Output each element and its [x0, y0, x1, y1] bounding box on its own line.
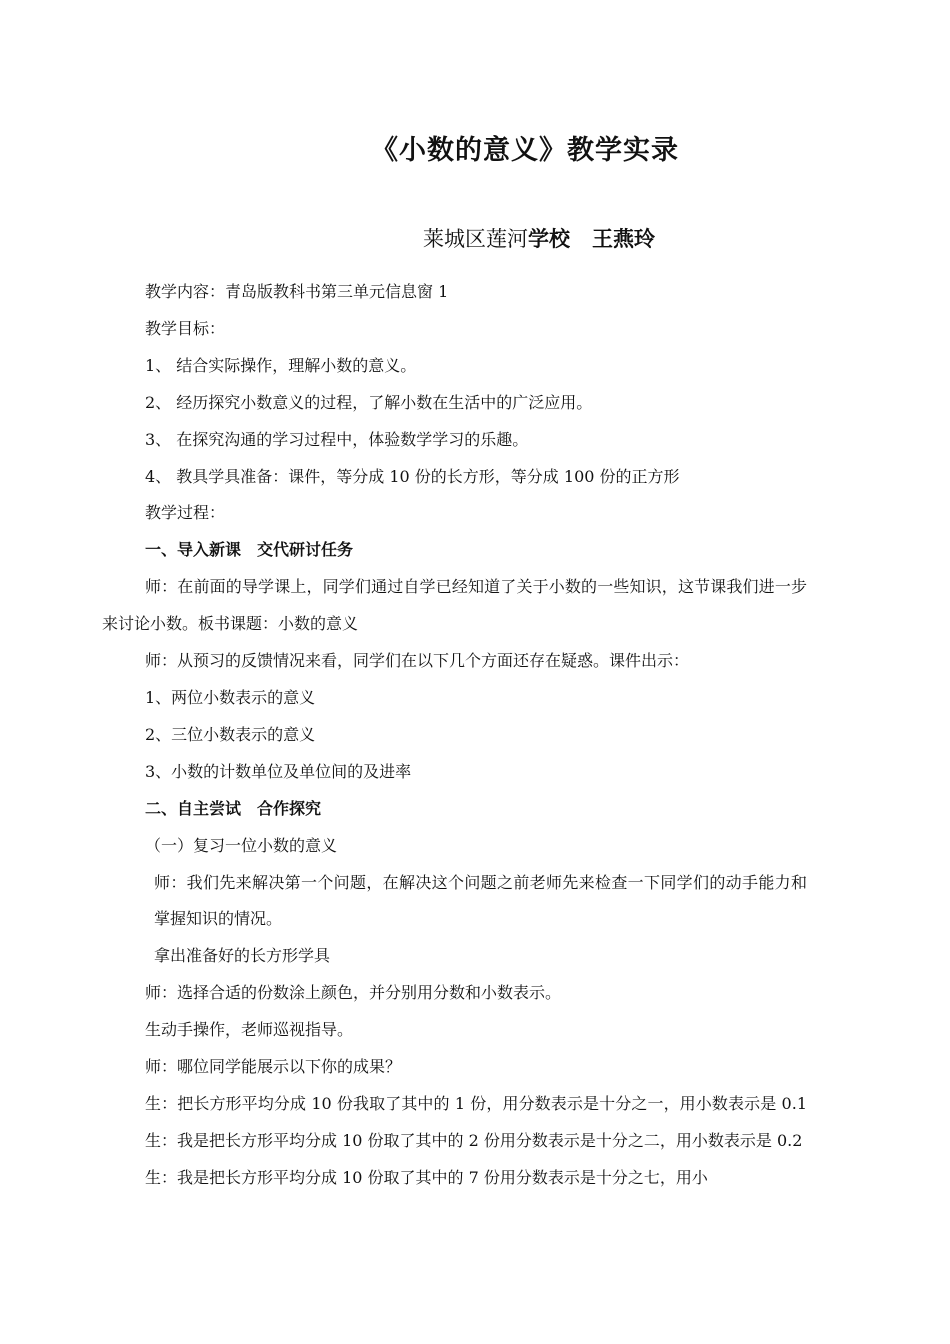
document-title: 《小数的意义》教学实录: [371, 135, 679, 166]
subsection-heading: （一）复习一位小数的意义: [145, 835, 338, 855]
teaching-content: 教学内容：青岛版教科书第三单元信息窗 1: [145, 282, 449, 301]
goal-item: 4、 教具学具准备：课件，等分成 10 份的长方形，等分成 100 份的正方形: [145, 466, 680, 486]
goal-item: 1、 结合实际操作，理解小数的意义。: [145, 355, 417, 375]
student-paragraph: 生：把长方形平均分成 10 份我取了其中的 1 份，用分数表示是十分之一，用小数表示是 0.1 生：我是把长方形平均分成 10 份取了其中的 2 份用分数表示是十分之二，用小数表示是 0.2: [145, 1093, 807, 1150]
author-school-prefix: 莱城区莲河: [423, 227, 528, 251]
teacher-paragraph: 师：我们先来解决第一个问题，在解决这个问题之前老师先来检查一下同学们的动手能力和掌握知识的情况。: [154, 872, 807, 929]
author-school-suffix: 学校: [528, 226, 570, 251]
goals-label: 教学目标：: [145, 318, 226, 338]
process-label: 教学过程：: [145, 503, 226, 523]
teacher-paragraph: 师：在前面的导学课上，同学们通过自学已经知道了关于小数的一些知识，这节课我们进一步来讨论小数。板书课题：小数的意义: [102, 577, 807, 634]
list-item: 2、三位小数表示的意义: [145, 724, 316, 744]
author-line: [0, 224, 950, 254]
list-item: 1、两位小数表示的意义: [145, 687, 316, 707]
teacher-paragraph: 师：从预习的反馈情况来看，同学们在以下几个方面还存在疑惑。课件出示：: [145, 651, 690, 671]
teacher-paragraph: 师：选择合适的份数涂上颜色，并分别用分数和小数表示。: [145, 983, 562, 1003]
list-item: 3、小数的计数单位及单位间的及进率: [145, 761, 412, 781]
action-paragraph: 拿出准备好的长方形学具: [154, 946, 331, 966]
author-name: 王燕玲: [592, 226, 655, 251]
goal-item: 2、 经历探究小数意义的过程，了解小数在生活中的广泛应用。: [145, 392, 593, 412]
teacher-paragraph: 师：哪位同学能展示以下你的成果？: [145, 1057, 402, 1077]
student-paragraph: 生：我是把长方形平均分成 10 份取了其中的 7 份用分数表示是十分之七，用小: [145, 1167, 708, 1187]
section-heading: 一、导入新课 交代研讨任务: [145, 540, 354, 560]
action-paragraph: 生动手操作，老师巡视指导。: [145, 1020, 354, 1040]
goal-item: 3、 在探究沟通的学习过程中，体验数学学习的乐趣。: [145, 429, 529, 449]
section-heading: 二、自主尝试 合作探究: [145, 798, 322, 818]
document-body: [102, 274, 807, 1197]
